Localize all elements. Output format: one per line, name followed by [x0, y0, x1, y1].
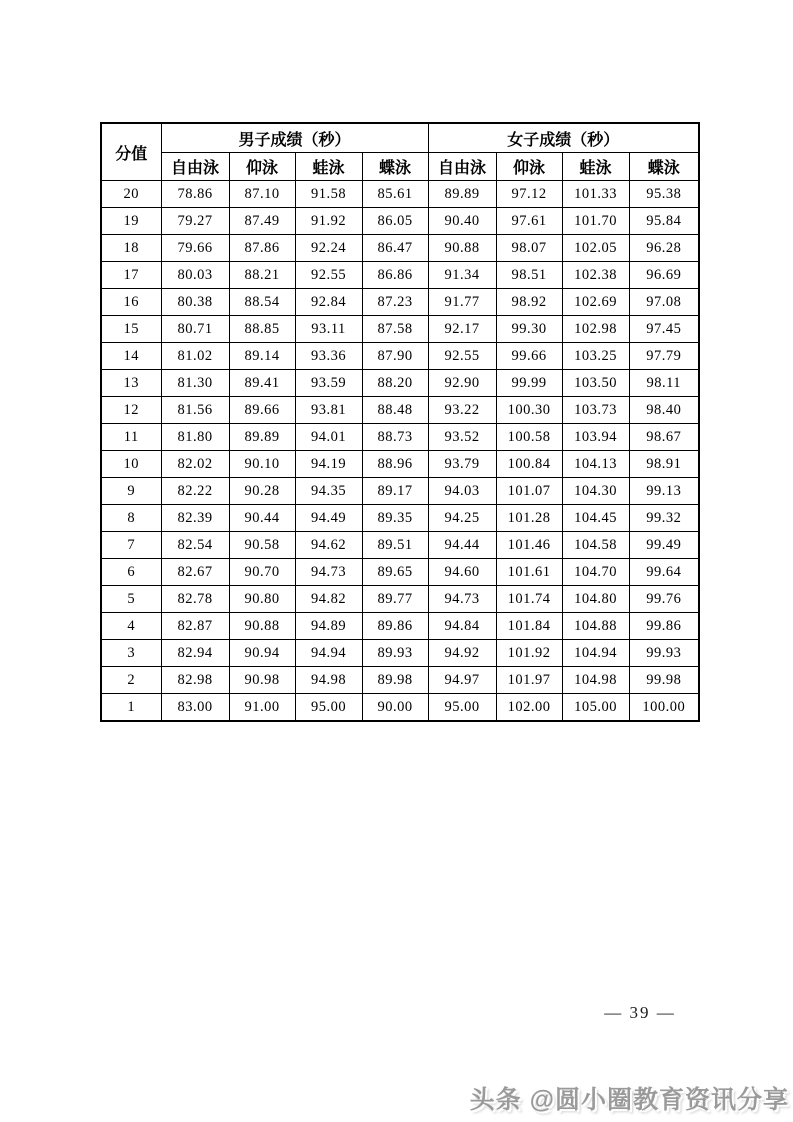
time-cell: 101.97 [496, 667, 562, 694]
time-cell: 101.07 [496, 478, 562, 505]
time-cell: 89.35 [362, 505, 428, 532]
table-row [101, 640, 699, 667]
time-cell: 95.00 [428, 694, 496, 722]
time-cell: 94.73 [295, 559, 362, 586]
time-cell: 94.44 [428, 532, 496, 559]
time-cell: 87.86 [229, 235, 295, 262]
score-cell: 16 [101, 289, 161, 316]
table-row [101, 613, 699, 640]
header-group-men: 男子成绩（秒） [161, 123, 428, 153]
time-cell: 89.89 [229, 424, 295, 451]
time-cell: 87.49 [229, 208, 295, 235]
time-cell: 104.80 [562, 586, 629, 613]
time-cell: 99.64 [629, 559, 699, 586]
time-cell: 99.76 [629, 586, 699, 613]
table-row [101, 694, 699, 722]
time-cell: 93.79 [428, 451, 496, 478]
table-row [101, 397, 699, 424]
time-cell: 92.55 [295, 262, 362, 289]
time-cell: 88.21 [229, 262, 295, 289]
time-cell: 91.34 [428, 262, 496, 289]
score-cell: 14 [101, 343, 161, 370]
time-cell: 101.46 [496, 532, 562, 559]
time-cell: 89.89 [428, 181, 496, 208]
table-row [101, 451, 699, 478]
time-cell: 97.61 [496, 208, 562, 235]
time-cell: 102.00 [496, 694, 562, 722]
time-cell: 89.77 [362, 586, 428, 613]
time-cell: 81.02 [161, 343, 229, 370]
time-cell: 88.85 [229, 316, 295, 343]
time-cell: 102.05 [562, 235, 629, 262]
time-cell: 91.92 [295, 208, 362, 235]
time-cell: 99.86 [629, 613, 699, 640]
table-row [101, 343, 699, 370]
time-cell: 101.84 [496, 613, 562, 640]
time-cell: 94.35 [295, 478, 362, 505]
time-cell: 90.00 [362, 694, 428, 722]
time-cell: 100.84 [496, 451, 562, 478]
table-row [101, 559, 699, 586]
time-cell: 104.58 [562, 532, 629, 559]
score-cell: 7 [101, 532, 161, 559]
time-cell: 90.10 [229, 451, 295, 478]
header-women-butterfly: 蝶泳 [629, 153, 699, 181]
time-cell: 93.36 [295, 343, 362, 370]
time-cell: 88.96 [362, 451, 428, 478]
time-cell: 85.61 [362, 181, 428, 208]
time-cell: 90.40 [428, 208, 496, 235]
time-cell: 91.77 [428, 289, 496, 316]
score-cell: 10 [101, 451, 161, 478]
time-cell: 101.28 [496, 505, 562, 532]
swim-score-table [100, 122, 700, 722]
time-cell: 94.84 [428, 613, 496, 640]
time-cell: 80.38 [161, 289, 229, 316]
table-row [101, 181, 699, 208]
time-cell: 103.94 [562, 424, 629, 451]
time-cell: 94.62 [295, 532, 362, 559]
time-cell: 82.02 [161, 451, 229, 478]
time-cell: 104.30 [562, 478, 629, 505]
time-cell: 92.17 [428, 316, 496, 343]
time-cell: 103.73 [562, 397, 629, 424]
header-men-backstroke: 仰泳 [229, 153, 295, 181]
time-cell: 88.48 [362, 397, 428, 424]
time-cell: 101.74 [496, 586, 562, 613]
table-row [101, 532, 699, 559]
time-cell: 99.30 [496, 316, 562, 343]
time-cell: 87.23 [362, 289, 428, 316]
time-cell: 102.69 [562, 289, 629, 316]
time-cell: 104.98 [562, 667, 629, 694]
table-row [101, 370, 699, 397]
time-cell: 88.73 [362, 424, 428, 451]
time-cell: 98.91 [629, 451, 699, 478]
time-cell: 82.94 [161, 640, 229, 667]
time-cell: 93.11 [295, 316, 362, 343]
time-cell: 93.52 [428, 424, 496, 451]
table-row [101, 289, 699, 316]
time-cell: 82.22 [161, 478, 229, 505]
time-cell: 90.28 [229, 478, 295, 505]
time-cell: 81.80 [161, 424, 229, 451]
time-cell: 86.86 [362, 262, 428, 289]
time-cell: 93.22 [428, 397, 496, 424]
time-cell: 90.44 [229, 505, 295, 532]
time-cell: 90.98 [229, 667, 295, 694]
page-number: — 39 — [604, 1003, 676, 1022]
time-cell: 98.40 [629, 397, 699, 424]
table-row [101, 424, 699, 451]
time-cell: 98.07 [496, 235, 562, 262]
time-cell: 87.10 [229, 181, 295, 208]
score-cell: 8 [101, 505, 161, 532]
time-cell: 91.00 [229, 694, 295, 722]
time-cell: 90.70 [229, 559, 295, 586]
header-women-freestyle: 自由泳 [428, 153, 496, 181]
time-cell: 91.58 [295, 181, 362, 208]
time-cell: 90.88 [229, 613, 295, 640]
time-cell: 92.84 [295, 289, 362, 316]
header-group-women: 女子成绩（秒） [428, 123, 699, 153]
score-cell: 1 [101, 694, 161, 722]
time-cell: 82.98 [161, 667, 229, 694]
table-row [101, 316, 699, 343]
time-cell: 94.60 [428, 559, 496, 586]
time-cell: 89.65 [362, 559, 428, 586]
score-cell: 15 [101, 316, 161, 343]
stroke-header-row [101, 153, 699, 181]
score-cell: 5 [101, 586, 161, 613]
table-row [101, 667, 699, 694]
time-cell: 99.13 [629, 478, 699, 505]
time-cell: 97.08 [629, 289, 699, 316]
time-cell: 98.11 [629, 370, 699, 397]
time-cell: 93.59 [295, 370, 362, 397]
time-cell: 89.98 [362, 667, 428, 694]
score-cell: 17 [101, 262, 161, 289]
time-cell: 100.58 [496, 424, 562, 451]
time-cell: 80.03 [161, 262, 229, 289]
time-cell: 89.17 [362, 478, 428, 505]
time-cell: 90.94 [229, 640, 295, 667]
time-cell: 86.47 [362, 235, 428, 262]
time-cell: 79.27 [161, 208, 229, 235]
time-cell: 97.12 [496, 181, 562, 208]
time-cell: 82.78 [161, 586, 229, 613]
time-cell: 104.94 [562, 640, 629, 667]
time-cell: 94.19 [295, 451, 362, 478]
time-cell: 102.98 [562, 316, 629, 343]
time-cell: 98.67 [629, 424, 699, 451]
time-cell: 81.30 [161, 370, 229, 397]
time-cell: 88.54 [229, 289, 295, 316]
score-cell: 2 [101, 667, 161, 694]
time-cell: 98.92 [496, 289, 562, 316]
score-cell: 19 [101, 208, 161, 235]
table-row [101, 262, 699, 289]
time-cell: 103.50 [562, 370, 629, 397]
time-cell: 94.98 [295, 667, 362, 694]
time-cell: 95.84 [629, 208, 699, 235]
table-row [101, 586, 699, 613]
header-men-freestyle: 自由泳 [161, 153, 229, 181]
table-row [101, 208, 699, 235]
time-cell: 94.89 [295, 613, 362, 640]
score-cell: 18 [101, 235, 161, 262]
time-cell: 90.58 [229, 532, 295, 559]
time-cell: 82.54 [161, 532, 229, 559]
time-cell: 88.20 [362, 370, 428, 397]
time-cell: 99.93 [629, 640, 699, 667]
time-cell: 101.92 [496, 640, 562, 667]
time-cell: 89.51 [362, 532, 428, 559]
time-cell: 89.86 [362, 613, 428, 640]
time-cell: 81.56 [161, 397, 229, 424]
table-row [101, 235, 699, 262]
time-cell: 94.73 [428, 586, 496, 613]
time-cell: 94.94 [295, 640, 362, 667]
table-row [101, 478, 699, 505]
time-cell: 90.88 [428, 235, 496, 262]
time-cell: 94.01 [295, 424, 362, 451]
time-cell: 95.38 [629, 181, 699, 208]
time-cell: 103.25 [562, 343, 629, 370]
time-cell: 104.45 [562, 505, 629, 532]
time-cell: 90.80 [229, 586, 295, 613]
time-cell: 99.98 [629, 667, 699, 694]
score-cell: 4 [101, 613, 161, 640]
score-cell: 3 [101, 640, 161, 667]
header-women-breaststroke: 蛙泳 [562, 153, 629, 181]
time-cell: 104.88 [562, 613, 629, 640]
time-cell: 104.13 [562, 451, 629, 478]
time-cell: 101.33 [562, 181, 629, 208]
time-cell: 96.69 [629, 262, 699, 289]
time-cell: 89.14 [229, 343, 295, 370]
time-cell: 94.49 [295, 505, 362, 532]
table-header [101, 123, 699, 181]
header-women-backstroke: 仰泳 [496, 153, 562, 181]
group-header-row [101, 123, 699, 153]
time-cell: 99.99 [496, 370, 562, 397]
score-cell: 20 [101, 181, 161, 208]
time-cell: 82.87 [161, 613, 229, 640]
time-cell: 95.00 [295, 694, 362, 722]
time-cell: 92.24 [295, 235, 362, 262]
time-cell: 99.66 [496, 343, 562, 370]
score-table-body [101, 181, 699, 722]
time-cell: 86.05 [362, 208, 428, 235]
time-cell: 101.70 [562, 208, 629, 235]
time-cell: 92.90 [428, 370, 496, 397]
time-cell: 94.92 [428, 640, 496, 667]
time-cell: 83.00 [161, 694, 229, 722]
time-cell: 102.38 [562, 262, 629, 289]
time-cell: 101.61 [496, 559, 562, 586]
table-row [101, 505, 699, 532]
time-cell: 87.58 [362, 316, 428, 343]
time-cell: 100.30 [496, 397, 562, 424]
time-cell: 89.66 [229, 397, 295, 424]
score-cell: 13 [101, 370, 161, 397]
header-score-value: 分值 [101, 123, 161, 181]
time-cell: 89.41 [229, 370, 295, 397]
time-cell: 98.51 [496, 262, 562, 289]
header-men-breaststroke: 蛙泳 [295, 153, 362, 181]
time-cell: 100.00 [629, 694, 699, 722]
time-cell: 92.55 [428, 343, 496, 370]
time-cell: 94.03 [428, 478, 496, 505]
time-cell: 97.45 [629, 316, 699, 343]
time-cell: 99.49 [629, 532, 699, 559]
time-cell: 96.28 [629, 235, 699, 262]
time-cell: 97.79 [629, 343, 699, 370]
score-cell: 6 [101, 559, 161, 586]
time-cell: 82.67 [161, 559, 229, 586]
time-cell: 87.90 [362, 343, 428, 370]
time-cell: 94.97 [428, 667, 496, 694]
time-cell: 99.32 [629, 505, 699, 532]
time-cell: 78.86 [161, 181, 229, 208]
time-cell: 94.82 [295, 586, 362, 613]
score-cell: 11 [101, 424, 161, 451]
time-cell: 94.25 [428, 505, 496, 532]
score-cell: 12 [101, 397, 161, 424]
time-cell: 79.66 [161, 235, 229, 262]
header-men-butterfly: 蝶泳 [362, 153, 428, 181]
watermark: 头条 @圆小圈教育资讯分享 [469, 1086, 789, 1114]
time-cell: 105.00 [562, 694, 629, 722]
time-cell: 80.71 [161, 316, 229, 343]
time-cell: 89.93 [362, 640, 428, 667]
time-cell: 93.81 [295, 397, 362, 424]
score-cell: 9 [101, 478, 161, 505]
time-cell: 104.70 [562, 559, 629, 586]
time-cell: 82.39 [161, 505, 229, 532]
